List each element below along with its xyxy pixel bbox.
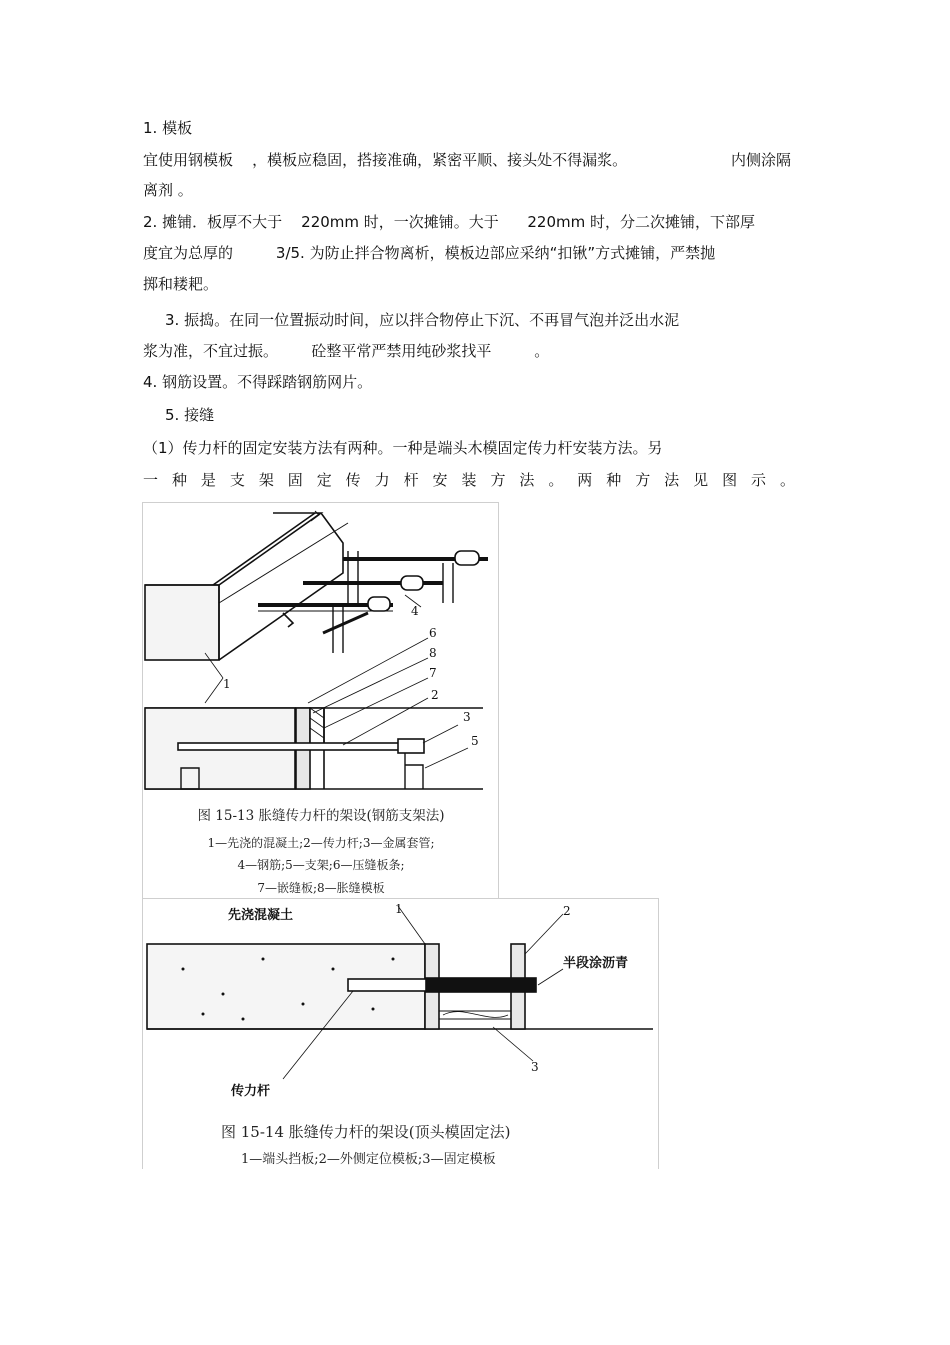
justified-char: 种 <box>171 471 187 489</box>
paragraph-line: 度宜为总厚的 3/5. 为防止拌合物离析，模板边部应采纳“扣锹”方式摊铺，严禁抛 <box>143 244 716 262</box>
item-1-heading: 1. 模板 <box>143 119 193 137</box>
paragraph-line: 离剂 。 <box>143 181 193 199</box>
fig1-legend-line: 4—钢筋;5—支架;6—压缝板条; <box>237 858 405 872</box>
fig2-label-1: 1 <box>395 902 403 916</box>
fig2-label-3: 3 <box>531 1060 539 1074</box>
item-4-line: 4. 钢筋设置。不得踩踏钢筋网片。 <box>143 373 373 391</box>
fig1-label-5: 5 <box>471 734 479 748</box>
fig2-legend: 1—端头挡板;2—外侧定位模板;3—固定模板 <box>241 1152 496 1167</box>
fig1-label-2: 2 <box>431 688 439 702</box>
fig1-legend-line: 7—嵌缝板;8—胀缝模板 <box>257 881 385 895</box>
item-3-line: 3. 振捣。在同一位置振动时间，应以拌合物停止下沉、不再冒气泡并泛出水泥 <box>165 311 680 329</box>
justified-char: 传 <box>345 471 361 489</box>
fig1-legend-line: 1—先浇的混凝土;2—传力杆;3—金属套管; <box>207 836 435 850</box>
paragraph-line: （1）传力杆的固定安装方法有两种。一种是端头木模固定传力杆安装方法。另 <box>143 439 663 457</box>
justified-char: 固 <box>287 471 303 489</box>
justified-char: 示 <box>751 471 767 489</box>
justified-char: 种 <box>606 471 622 489</box>
justified-char: 杆 <box>403 471 419 489</box>
justified-char: 架 <box>258 471 274 489</box>
steel-support-diagram <box>143 503 498 901</box>
justified-char: 装 <box>461 471 477 489</box>
fig1-label-1: 1 <box>223 677 231 691</box>
justified-char: 方 <box>490 471 506 489</box>
fig1-label-3: 3 <box>463 710 471 724</box>
fig2-concrete-label: 先浇混凝土 <box>228 908 294 923</box>
justified-char: 力 <box>374 471 390 489</box>
justified-char: 见 <box>693 471 709 489</box>
justified-char: 。 <box>548 471 564 489</box>
fig1-label-4: 4 <box>411 604 419 618</box>
justified-char: 支 <box>229 471 245 489</box>
item-2-line: 2. 摊铺．板厚不大于 220mm 时，一次摊铺。大于 220mm 时，分二次摊铺，下部厚 <box>143 213 756 231</box>
fig1-label-6: 6 <box>429 626 437 640</box>
fig2-caption: 图 15-14 胀缝传力杆的架设(顶头模固定法) <box>221 1123 511 1141</box>
figure-15-14 <box>142 898 659 1169</box>
justified-char: 图 <box>722 471 738 489</box>
paragraph-line: 掷和耧耙。 <box>143 275 219 293</box>
justified-char: 定 <box>316 471 332 489</box>
justified-char: 法 <box>664 471 680 489</box>
item-5-heading: 5. 接缝 <box>165 406 215 424</box>
justified-char: 两 <box>577 471 593 489</box>
figure-15-13 <box>142 502 499 901</box>
fig2-bitumen-label: 半段涂沥青 <box>563 956 629 971</box>
fig1-caption: 图 15-13 胀缝传力杆的架设(钢筋支架法) <box>197 808 445 824</box>
paragraph-line: 宜使用钢模板 ，模板应稳固，搭接准确，紧密平顺、接头处不得漏浆。 <box>143 151 628 169</box>
end-form-diagram <box>143 899 658 1169</box>
justified-char: 。 <box>779 471 795 489</box>
paragraph-line: 内侧涂隔 <box>731 151 792 169</box>
fig1-label-7: 7 <box>429 666 437 680</box>
justified-char: 安 <box>432 471 448 489</box>
paragraph-line: 浆为准，不宜过振。 砼整平常严禁用纯砂浆找平 。 <box>143 342 550 360</box>
justified-char: 法 <box>519 471 535 489</box>
justified-char: 一 <box>143 471 159 489</box>
fig2-dowel-label: 传力杆 <box>231 1084 271 1099</box>
fig1-label-8: 8 <box>429 646 437 660</box>
justified-char: 是 <box>200 471 216 489</box>
justified-char: 方 <box>635 471 651 489</box>
justified-line <box>143 470 795 490</box>
fig2-label-2: 2 <box>563 904 571 918</box>
